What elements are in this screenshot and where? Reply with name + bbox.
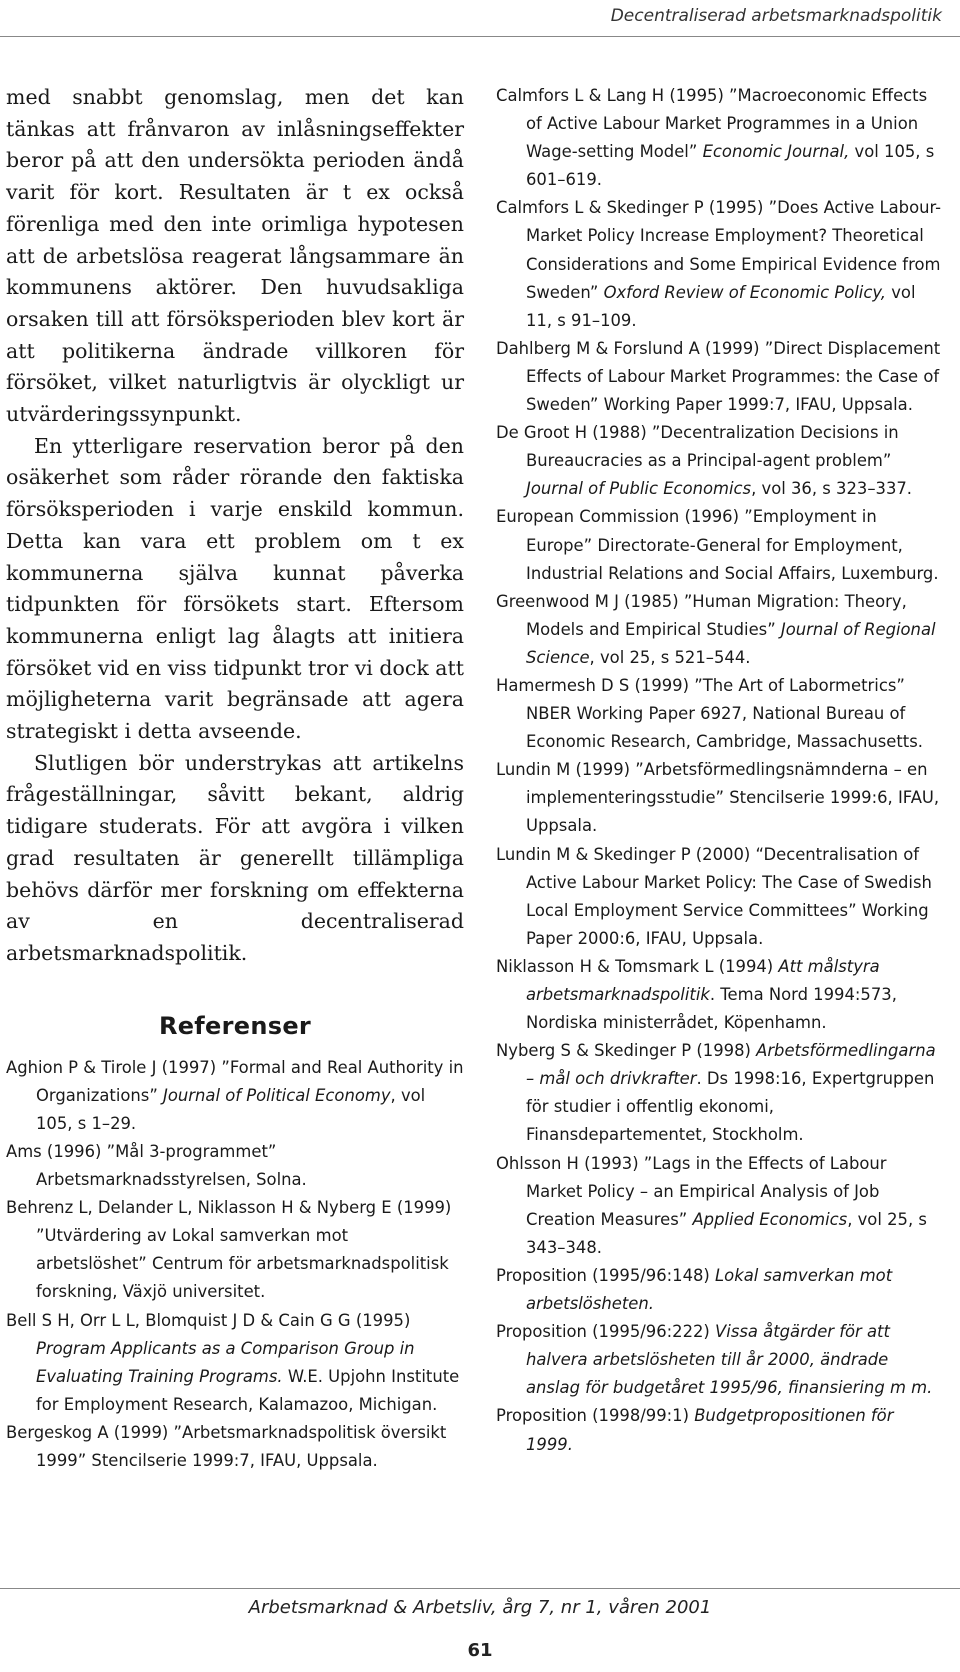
reference-item: Calmfors L & Skedinger P (1995) ”Does Active Labour-Market Policy Increase Employment? Theoretical Considerations and Some Empirical Evidence from Sweden” Oxford Review of Economic Policy, vol 11, s 91–109. <box>496 198 942 330</box>
page-number: 61 <box>467 1640 493 1661</box>
footer-rule <box>0 1588 960 1589</box>
body-paragraph-2: En ytterligare reservation beror på den osäkerhet som råder rörande den faktiska försöksperioden i varje enskild kommun. Detta kan vara ett problem om t ex kommunerna själva kunnat påverka tidpunkten för försökets start. Eftersom kommunerna enligt lag ålagts att initiera försöket vid en viss tidpunkt tror vi dock att möjligheterna varit begränsade att agera strategiskt i detta avseende. <box>6 433 464 744</box>
reference-item: Niklasson H & Tomsmark L (1994) Att målstyra arbetsmarknadspolitik. Tema Nord 1994:573, Nordiska ministerrådet, Köpenhamn. <box>496 956 897 1033</box>
reference-item: Calmfors L & Lang H (1995) ”Macroeconomic Effects of Active Labour Market Programmes in a Union Wage-setting Model” Economic Journal, vol 105, s 601–619. <box>496 86 935 190</box>
reference-item: Aghion P & Tirole J (1997) ”Formal and Real Authority in Organizations” Journal of Political Economy, vol 105, s 1–29. <box>6 1057 464 1133</box>
reference-item: Proposition (1995/96:148) Lokal samverkan mot arbetslösheten. <box>496 1265 893 1314</box>
left-column <box>6 82 464 1475</box>
reference-item: Greenwood M J (1985) ”Human Migration: Theory, Models and Empirical Studies” Journal of Regional Science, vol 25, s 521–544. <box>496 591 936 667</box>
references-list-left <box>6 1054 464 1475</box>
reference-item: Lundin M (1999) ”Arbetsförmedlingsnämnderna – en implementeringsstudie” Stencilserie 1999:6, IFAU, Uppsala. <box>496 760 940 836</box>
footer-journal-citation: Arbetsmarknad & Arbetsliv, årg 7, nr 1, våren 2001 <box>248 1597 712 1618</box>
reference-item: Hamermesh D S (1999) ”The Art of Labormetrics” NBER Working Paper 6927, National Bureau of Economic Research, Cambridge, Massachusetts. <box>496 675 923 752</box>
reference-item: Lundin M & Skedinger P (2000) “Decentralisation of Active Labour Market Policy: The Case of Swedish Local Employment Service Committees” Working Paper 2000:6, IFAU, Uppsala. <box>496 844 932 948</box>
references-heading: Referenser <box>158 1011 312 1040</box>
reference-item: Behrenz L, Delander L, Niklasson H & Nyberg E (1999) ”Utvärdering av Lokal samverkan mot arbetslöshet” Centrum för arbetsmarknadspolitisk forskning, Växjö universitet. <box>6 1198 452 1302</box>
reference-item: Bergeskog A (1999) ”Arbetsmarknadspolitisk översikt 1999” Stencilserie 1999:7, IFAU, Uppsala. <box>6 1422 447 1470</box>
running-head-title: Decentraliserad arbetsmarknadspolitik <box>610 6 942 26</box>
reference-item: European Commission (1996) ”Employment in Europe” Directorate-General for Employment, Industrial Relations and Social Affairs, Luxemburg. <box>496 507 939 583</box>
reference-item: Ams (1996) ”Mål 3-programmet” Arbetsmarknadsstyrelsen, Solna. <box>6 1141 307 1190</box>
reference-item: Proposition (1998/99:1) Budgetpropositionen för 1999. <box>496 1406 894 1454</box>
header-rule <box>0 36 960 37</box>
right-column <box>496 82 944 1459</box>
references-list-right <box>496 82 944 1459</box>
reference-item: Bell S H, Orr L L, Blomquist J D & Cain G G (1995) Program Applicants as a Comparison Group in Evaluating Training Programs. W.E. Upjohn Institute for Employment Research, Kalamazoo, Michigan. <box>6 1310 460 1414</box>
reference-item: Proposition (1995/96:222) Vissa åtgärder för att halvera arbetslösheten till år 2000, ändrade anslag för budgetåret 1995/96, finansiering m m. <box>496 1322 933 1398</box>
reference-item: Ohlsson H (1993) ”Lags in the Effects of Labour Market Policy – an Empirical Analysis of Job Creation Measures” Applied Economics, vol 25, s 343–348. <box>496 1153 927 1257</box>
reference-item: Dahlberg M & Forslund A (1999) ”Direct Displacement Effects of Labour Market Programmes: the Case of Sweden” Working Paper 1999:7, IFAU, Uppsala. <box>496 338 941 415</box>
body-paragraph-1: med snabbt genomslag, men det kan tänkas att frånvaron av inlåsningseffekter beror på att den undersökta perioden ändå varit för kort. Resultaten är t ex också förenliga med den inte orimliga hypotesen att de arbetslösa reagerat långsammare än kommunens aktörer. Den huvudsakliga orsaken till att försöksperioden blev kort är att politikerna ändrade villkoren för försöket, vilket naturligtvis är olyckligt ur utvärderingssynpunkt. <box>6 85 464 427</box>
body-paragraph-3: Slutligen bör understrykas att artikelns frågeställningar, såvitt bekant, aldrig tidigare studerats. För att avgöra i vilken grad resultaten är generellt tillämpliga behövs därför mer forskning om effekterna av en decentraliserad arbetsmarknadspolitik. <box>6 750 464 965</box>
reference-item: Nyberg S & Skedinger P (1998) Arbetsförmedlingarna – mål och drivkrafter. Ds 1998:16, Expertgruppen för studier i offentlig ekonomi, Finansdepartementet, Stockholm. <box>496 1041 936 1145</box>
running-head <box>0 0 960 40</box>
reference-item: De Groot H (1988) ”Decentralization Decisions in Bureaucracies as a Principal-agent problem” Journal of Public Economics, vol 36, s 323–337. <box>496 423 913 499</box>
